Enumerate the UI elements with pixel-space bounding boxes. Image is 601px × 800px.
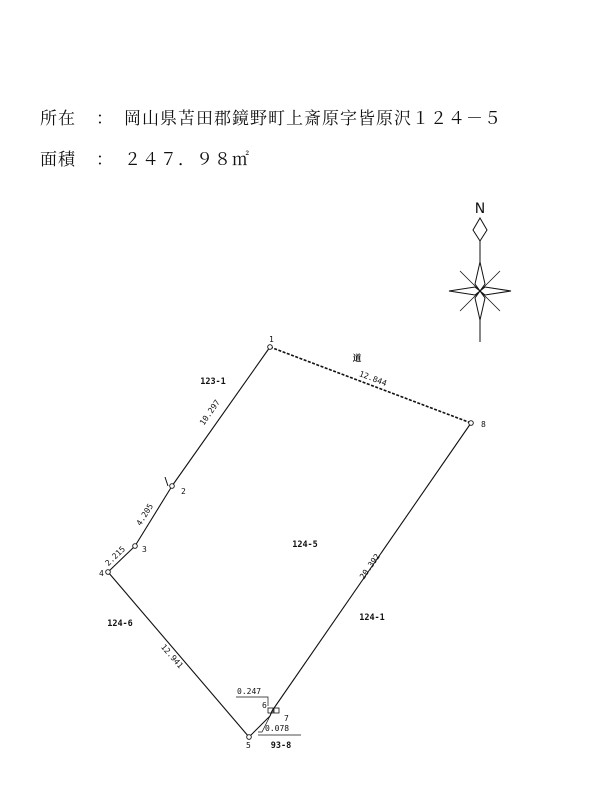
distance-label: 20.392 — [357, 552, 382, 581]
neighbor-parcel-left: 124-6 — [107, 619, 133, 629]
parcel-boundary — [108, 347, 471, 737]
point-label-2: 2 — [181, 487, 186, 496]
point-label-4: 4 — [99, 569, 104, 578]
corner-marker — [133, 544, 138, 549]
corner-marker — [247, 735, 252, 740]
distance-label: 2.215 — [103, 544, 128, 568]
north-compass-icon — [449, 201, 511, 342]
point-label-7: 7 — [284, 714, 289, 723]
point-label-1: 1 — [269, 335, 274, 344]
location-sep: ： — [96, 109, 114, 129]
point-label-5: 5 — [246, 741, 251, 750]
corner-markers — [106, 345, 474, 740]
distance-label: 0.078 — [265, 724, 290, 733]
neighbor-parcel-bottom: 93-8 — [270, 741, 292, 751]
north-letter: N — [474, 201, 486, 217]
point-label-8: 8 — [481, 420, 486, 429]
corner-marker — [106, 570, 111, 575]
location-value: 岡山県苫田郡鏡野町上斎原字皆原沢１２４－５ — [124, 109, 502, 129]
distance-label: 4.205 — [134, 502, 156, 528]
corner-marker — [268, 345, 273, 350]
distance-label: 0.247 — [237, 687, 262, 696]
area-value: ２４７．９８㎡ — [124, 150, 250, 170]
point-label-6: 6 — [262, 701, 267, 710]
point-label-3: 3 — [142, 545, 147, 554]
location-label: 所在 — [40, 109, 76, 129]
neighbor-parcel-right: 124-1 — [359, 613, 385, 623]
area-sep: ： — [96, 150, 114, 170]
corner-marker — [469, 421, 474, 426]
distance-label: 10.297 — [197, 398, 222, 427]
distance-label: 12.844 — [357, 369, 389, 389]
area-label: 面積 — [40, 150, 76, 170]
parcel-number: 124-5 — [292, 540, 318, 550]
road-label: 道 — [352, 354, 362, 364]
corner-marker — [170, 484, 175, 489]
distance-label: 12.941 — [159, 642, 185, 671]
neighbor-parcel-upper-left: 123-1 — [200, 377, 226, 387]
